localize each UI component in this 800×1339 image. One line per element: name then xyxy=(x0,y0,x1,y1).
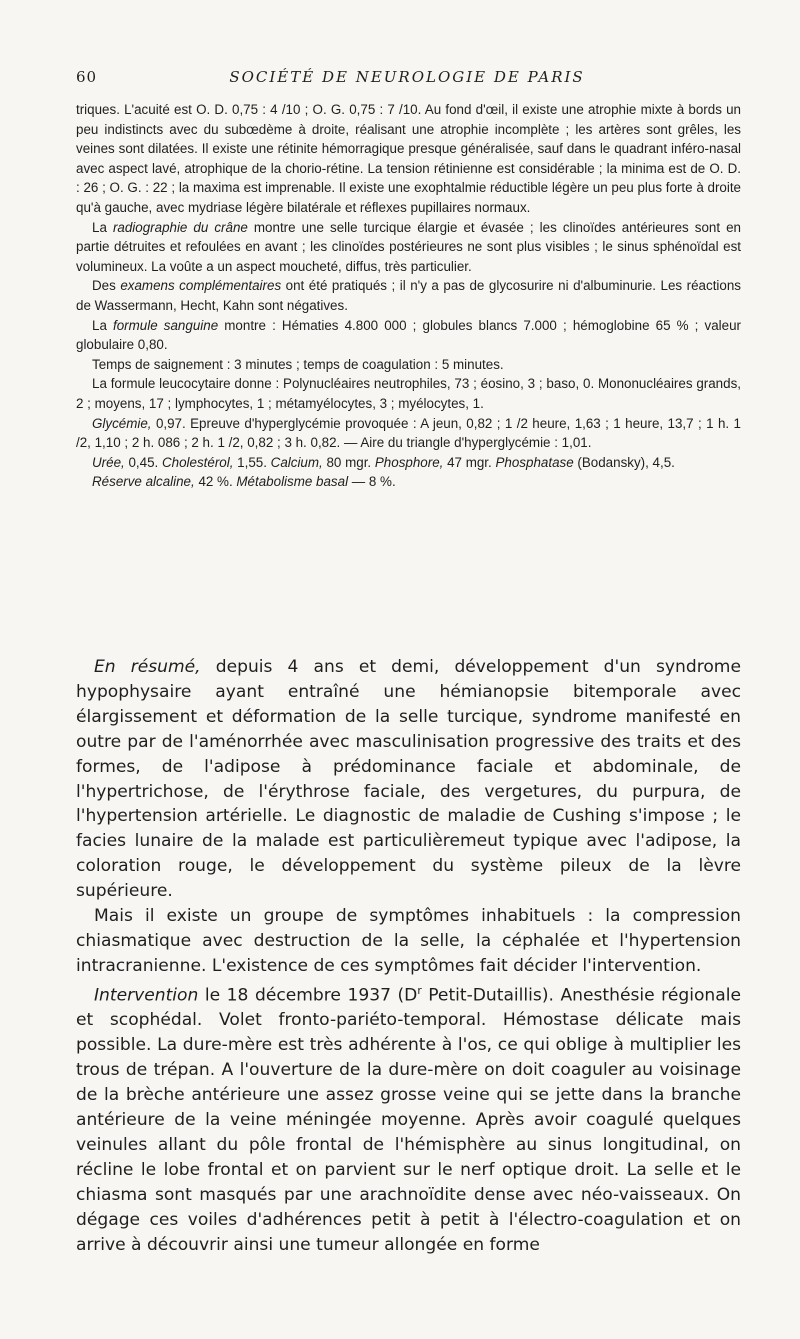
complementary-exams-term: examens complémentaires xyxy=(120,278,282,294)
complementary-exams-paragraph: Des examens complémentaires ont été pratiqués ; il n'y a pas de glycosurire ni d'albuminurie. Les réactions de Wassermann, Hecht, Kahn sont négatives. xyxy=(76,278,741,313)
bleeding-time-paragraph: Temps de saignement : 3 minutes ; temps de coagulation : 5 minutes. xyxy=(92,356,504,372)
glycemia-paragraph: Glycémie, 0,97. Epreuve d'hyperglycémie provoquée : A jeun, 0,82 ; 1 /2 heure, 1,63 ; 1 heure, 13,7 ; 1 h. 1 /2, 1,10 ; 2 h. 086 ; 2 h. 1 /2, 0,82 ; 3 h. 0,82. — Aire du triangle d'hyperglycémie : 1,01. xyxy=(76,415,741,451)
glycemia-term: Glycémie, xyxy=(92,415,152,431)
intervention-term: Intervention xyxy=(94,985,199,1006)
alkaline-reserve-paragraph: Réserve alcaline, 42 %. Métabolisme basal — 8 %. xyxy=(92,474,396,490)
clinical-findings-section xyxy=(76,100,741,492)
summary-paragraph: En résumé, depuis 4 ans et demi, développement d'un syndrome hypophysaire ayant entraîné une hémianopsie bitemporale avec élargissement et déformation de la selle turcique, syndrome manifesté en outre par de l'aménorrhée avec masculinisation progressive des traits et des formes, de l'adipose à prédominance faciale et abdominale, de l'hypertrichose, de l'érythrose faciale, des vergetures, du purpura, de l'hypertension artérielle. Le diagnostic de maladie de Cushing s'impose ; le facies lunaire de la malade est particulièremeut typique avec l'adipose, la coloration rouge, le développement du système pileux de la lèvre supérieure. xyxy=(76,657,741,902)
blood-formula-paragraph: La formule sanguine montre : Hématies 4.800 000 ; globules blancs 7.000 ; hémoglobine 65 % ; valeur globulaire 0,80. xyxy=(76,317,741,353)
journal-title: SOCIÉTÉ DE NEUROLOGIE DE PARIS xyxy=(229,68,585,86)
unusual-symptoms-paragraph: Mais il existe un groupe de symptômes inhabituels : la compression chiasmatique avec destruction de la selle, la céphalée et l'hypertension intracranienne. L'existence de ces symptômes fait décider l'intervention. xyxy=(76,906,741,976)
intervention-paragraph: Intervention le 18 décembre 1937 ($D^r$ Petit-Dutaillis). Anesthésie régionale et scophédal. Volet fronto-pariéto-temporal. Hémostase délicate mais possible. La dure-mère est très adhérente à l'os, ce qui oblige à multiplier les trous de trépan. A l'ouverture de la dure-mère on doit coaguler au voisinage de la brèche antérieure une assez grosse veine qui se jette dans la branche antérieure de la veine méningée moyenne. Après avoir coagulé quelques veinules allant du pôle frontal de l'hémisphère au sinus longitudinal, on récline le lobe frontal et on parvient sur le nerf optique droit. La selle et le chiasma sont masqués par une arachnoïdite dense avec néo-vaisseaux. On dégage ces voiles d'adhérences petit à petit à l'électro-coagulation et on arrive à découvrir ainsi une tumeur allongée en forme xyxy=(76,984,741,1255)
leukocyte-formula-paragraph: La formule leucocytaire donne : Polynucléaires neutrophiles, 73 ; éosino, 3 ; baso, 0. Mononucléaires grands, 2 ; moyens, 17 ; lymphocytes, 1 ; métamyélocytes, 3 ; myélocytes, 1. xyxy=(76,376,741,411)
blood-formula-term: formule sanguine xyxy=(113,317,219,333)
chemistry-paragraph: Urée, 0,45. Cholestérol, 1,55. Calcium, 80 mgr. Phosphore, 47 mgr. Phosphatase (Bodansky), 4,5. xyxy=(92,454,675,470)
summary-section xyxy=(76,655,741,1257)
summary-term: En résumé, xyxy=(94,657,201,677)
radiography-paragraph: La radiographie du crâne montre une selle turcique élargie et évasée ; les clinoïdes antérieures sont en partie détruites et refoulées en avant ; les clinoïdes postérieures ne sont plus visibles ; le sinus sphénoïdal est volumineux. La voûte a un aspect moucheté, diffus, très particulier. xyxy=(76,219,741,274)
page-header xyxy=(76,68,738,90)
radiography-term: radiographie du crâne xyxy=(112,219,248,235)
fundus-paragraph: triques. L'acuité est O. D. 0,75 : 4 /10 ; O. G. 0,75 : 7 /10. Au fond d'œil, il existe une atrophie mixte à bords un peu indistincts avec du subœdème à droite, réalisant une atrophie incomplète ; les artères sont grêles, les veines sont dilatées. Il existe une rétinite hémorragique presque généralisée, sauf dans le quadrant inféro-nasal avec aspect lavé, atrophique de la chorio-rétine. La tension rétinienne est considérable ; la minima est de O. D. : 26 ; O. G. : 22 ; la maxima est imprenable. Il existe une exophtalmie réductible légère un peu plus forte à droite qu'à gauche, avec mydriase légère bilatérale et réflexes pupillaires normaux. xyxy=(76,102,741,215)
page-number: 60 xyxy=(76,68,98,86)
